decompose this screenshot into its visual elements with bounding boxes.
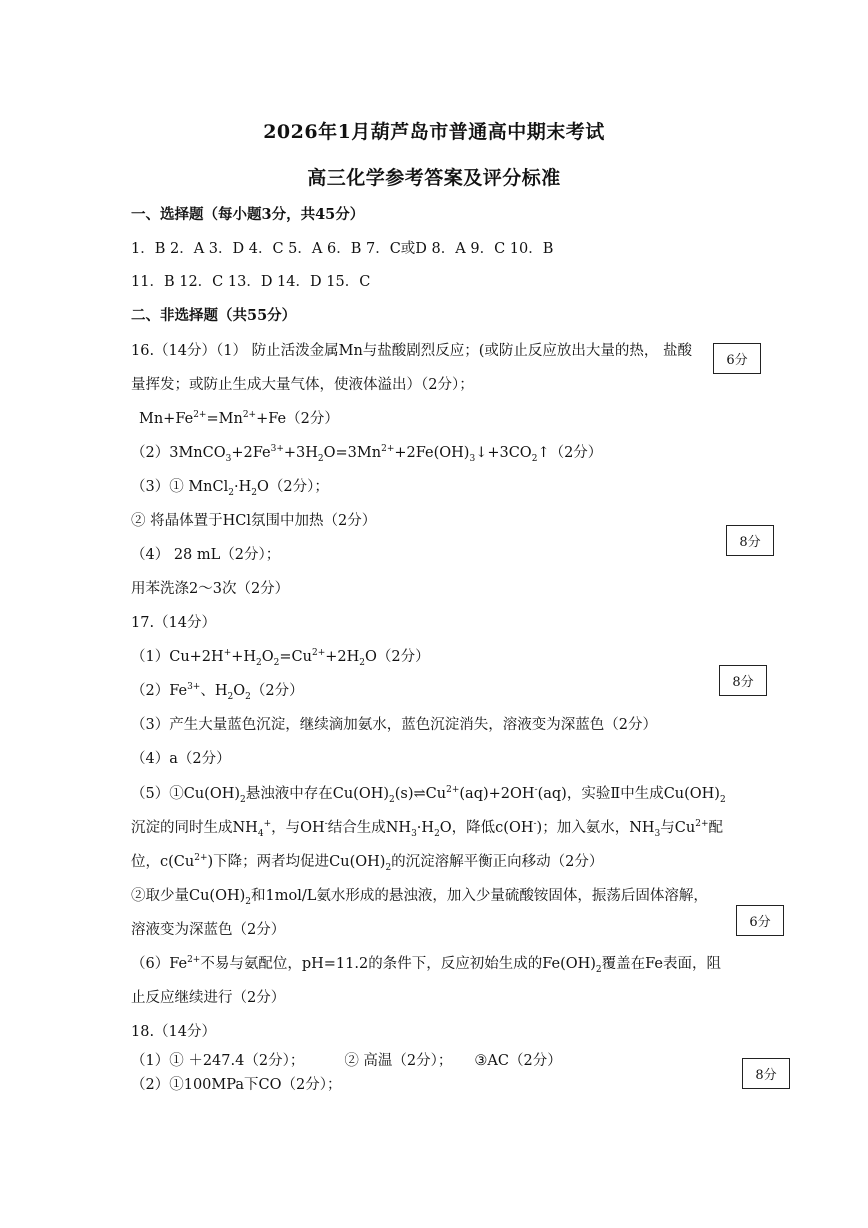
q16-part4: （4） 28 mL（2分）；	[131, 547, 281, 563]
q17-part5-line2: 沉淀的同时生成$NH_4^+$，与OH-结合生成$NH_3\cdot H_2O$，降低c(OH-)；加入氨水，$NH_3$与$Cu^{2+}$配	[131, 819, 723, 839]
q18-heading: 18.（14分）	[131, 1024, 217, 1040]
q16-part1-cont: 量挥发；或防止生成大量气体，使液体溢出）（2分）；	[131, 377, 474, 393]
q18-part1: （1）① ＋247.4（2分）； ② 高温（2分）； ③AC（2分）	[131, 1053, 562, 1069]
score-box: 8分	[726, 525, 774, 556]
page-title: 2026年1月葫芦岛市普通高中期末考试	[263, 121, 605, 143]
q16-part2: $(2)3MnCO_3+2Fe^{3+}+3H_2O=3Mn^{2+}+2Fe(OH)_3↓+3CO_2↑(2$分）	[131, 444, 603, 464]
score-box: 8分	[719, 665, 767, 696]
mc-answers-row1: 1．B 2．A 3．D 4．C 5．A 6．B 7．C或D 8．A 9．C 10．B	[131, 241, 554, 257]
q17-part5-b-cont: 溶液变为深蓝色（2分）	[131, 922, 286, 938]
q16-part1: 16.（14分）（1） 防止活泼金属Mn与盐酸剧烈反应；(或防止反应放出大量的热， 盐酸	[131, 343, 693, 359]
q17-part6: $(6)Fe^{2+}$不易与氨配位，pH=11.2的条件下，反应初始生成的$Fe(OH)_2$覆盖在Fe表面，阻	[131, 955, 722, 975]
score-box: 8分	[742, 1058, 790, 1089]
mc-answers-row2: 11．B 12．C 13．D 14．D 15．C	[131, 274, 371, 290]
q17-part2: $(2)Fe^{3+}$、$H_2O_2(2$分）	[131, 682, 304, 702]
section1-heading: 一、选择题（每小题3分，共45分）	[131, 206, 365, 223]
q16-part4-b: 用苯洗涤2～3次（2分）	[131, 581, 290, 597]
q18-part2: （2）①100MPa下CO（2分）；	[131, 1077, 342, 1093]
q16-part3-b: ② 将晶体置于HCl氛围中加热（2分）	[131, 513, 377, 529]
q17-part5-b: ②取少量$Cu(OH)_2$和1mol/L氨水形成的悬浊液，加入少量硫酸铵固体，振荡后固体溶解，	[131, 888, 708, 907]
q17-part5-line1: $(5)①Cu(OH)_2$悬浊液中存在$Cu(OH)_2(s)\rightleftharpoons Cu^{2+}(aq)+2OH^-(aq)$，实验Ⅱ中生成$Cu(OH)_2$	[131, 785, 726, 805]
q17-part3: （3）产生大量蓝色沉淀，继续滴加氨水，蓝色沉淀消失，溶液变为深蓝色（2分）	[131, 717, 657, 733]
score-box: 6分	[713, 343, 761, 374]
q16-equation1: $Mn+Fe^{2+}=Mn^{2+}+Fe(2$分）	[139, 410, 339, 427]
q17-part5-line3: 位，$c(Cu^{2+})$下降；两者均促进$Cu(OH)_2$的沉淀溶解平衡正向移动（2分）	[131, 853, 604, 873]
q17-part1: $(1)Cu+2H^++H_2O_2=Cu^{2+}+2H_2O(2$分）	[131, 648, 430, 668]
page-subtitle: 高三化学参考答案及评分标准	[307, 167, 561, 189]
q16-part3: （3）① $MnCl_2\cdot H_2O(2$分）；	[131, 479, 329, 498]
q17-part6-cont: 止反应继续进行（2分）	[131, 990, 286, 1006]
section2-heading: 二、非选择题（共55分）	[131, 307, 297, 324]
q17-part4: （4）a（2分）	[131, 751, 231, 767]
q17-heading: 17.（14分）	[131, 615, 217, 631]
score-box: 6分	[736, 905, 784, 936]
